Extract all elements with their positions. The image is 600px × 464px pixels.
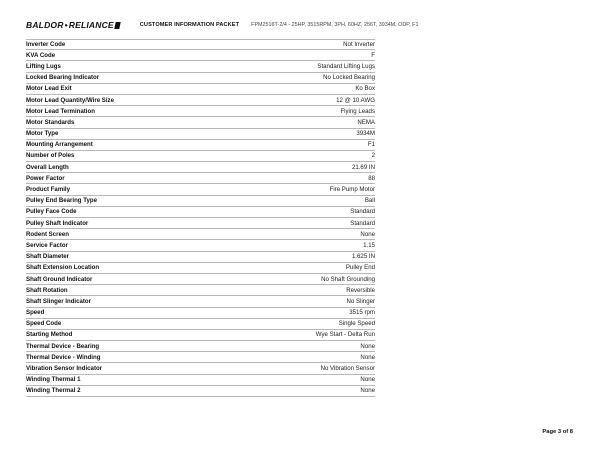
spec-row: [26, 117, 375, 128]
spec-value: Standard: [350, 208, 375, 216]
spec-label: Speed Code: [26, 320, 62, 328]
spec-row: [26, 330, 375, 341]
spec-row: [26, 252, 375, 263]
spec-label: Power Factor: [26, 174, 65, 182]
spec-label: Number of Poles: [26, 152, 75, 160]
spec-row: [26, 274, 375, 285]
spec-value: Ko Box: [355, 85, 375, 93]
baldor-reliance-logo: [26, 20, 120, 30]
spec-value: None: [360, 387, 375, 395]
spec-value: Standard: [350, 219, 375, 227]
logo-separator: •: [64, 20, 68, 30]
spec-row: [26, 308, 375, 319]
spec-row: [26, 196, 375, 207]
spec-label: KVA Code: [26, 51, 56, 59]
spec-row: [26, 50, 375, 61]
spec-value: 88: [368, 174, 375, 182]
spec-row: [26, 184, 375, 195]
spec-label: Shaft Ground Indicator: [26, 275, 93, 283]
spec-value: No Slinger: [346, 297, 375, 305]
spec-label: Thermal Device - Winding: [26, 353, 101, 361]
spec-value: Wye Start - Delta Run: [315, 331, 375, 339]
spec-value: 1.625 IN: [351, 253, 375, 261]
spec-row: [26, 263, 375, 274]
spec-row: [26, 39, 375, 50]
spec-label: Motor Standards: [26, 118, 75, 126]
spec-value: No Locked Bearing: [323, 74, 375, 82]
spec-value: F: [371, 51, 375, 59]
spec-value: Not Inverter: [343, 41, 375, 49]
spec-label: Inverter Code: [26, 41, 66, 49]
spec-row: [26, 296, 375, 307]
spec-label: Starting Method: [26, 331, 73, 339]
spec-label: Motor Lead Exit: [26, 85, 72, 93]
page-number: Page 3 of 8: [542, 429, 573, 435]
spec-value: Reversible: [346, 286, 375, 294]
spec-value: None: [360, 376, 375, 384]
specifications-table: [26, 39, 375, 397]
spec-label: Shaft Rotation: [26, 286, 68, 294]
spec-value: None: [360, 353, 375, 361]
spec-row: [26, 73, 375, 84]
spec-value: 3934M: [356, 130, 375, 138]
spec-label: Motor Lead Termination: [26, 107, 95, 115]
spec-label: Product Family: [26, 186, 71, 194]
spec-value: Single Speed: [338, 320, 375, 328]
spec-value: 1.15: [363, 241, 375, 249]
spec-label: Vibration Sensor Indicator: [26, 365, 103, 373]
spec-label: Shaft Extension Location: [26, 264, 100, 272]
spec-label: Rodent Screen: [26, 230, 70, 238]
spec-value: Fire Pump Motor: [329, 186, 375, 194]
spec-value: 3515 rpm: [349, 309, 375, 317]
spec-label: Thermal Device - Bearing: [26, 342, 100, 350]
model-description: FPM2516T-2/4 - 25HP, 3515RPM, 3PH, 60HZ, 256T, 3934M, ODP, F1: [251, 22, 419, 28]
spec-value: NEMA: [357, 118, 375, 126]
page-header: [26, 18, 590, 32]
spec-value: 21.69 IN: [351, 163, 375, 171]
spec-label: Service Factor: [26, 241, 69, 249]
spec-row: [26, 84, 375, 95]
spec-value: No Vibration Sensor: [320, 365, 375, 373]
spec-value: 12 @ 10 AWG: [336, 96, 375, 104]
spec-value: 2: [371, 152, 375, 160]
spec-value: No Shaft Grounding: [321, 275, 375, 283]
spec-row: [26, 207, 375, 218]
spec-row: [26, 173, 375, 184]
spec-value: F1: [367, 141, 375, 149]
spec-row: [26, 240, 375, 251]
packet-title: CUSTOMER INFORMATION PACKET: [139, 22, 240, 28]
reliance-mark-icon: [114, 22, 120, 29]
logo-baldor-text: BALDOR: [26, 20, 64, 30]
spec-row: [26, 61, 375, 72]
spec-row: [26, 95, 375, 106]
spec-row: [26, 352, 375, 363]
spec-row: [26, 129, 375, 140]
spec-value: None: [360, 342, 375, 350]
spec-row: [26, 285, 375, 296]
spec-label: Overall Length: [26, 163, 69, 171]
spec-value: Pulley End: [345, 264, 375, 272]
spec-label: Motor Lead Quantity/Wire Size: [26, 96, 114, 104]
spec-row: [26, 341, 375, 352]
spec-row: [26, 229, 375, 240]
spec-row: [26, 106, 375, 117]
spec-value: Ball: [364, 197, 375, 205]
spec-label: Pulley Face Code: [26, 208, 77, 216]
spec-label: Mounting Arrangement: [26, 141, 93, 149]
spec-row: [26, 375, 375, 386]
spec-label: Pulley Shaft Indicator: [26, 219, 89, 227]
spec-value: None: [360, 230, 375, 238]
spec-label: Winding Thermal 2: [26, 387, 81, 395]
spec-label: Lifting Lugs: [26, 62, 61, 70]
spec-label: Pulley End Bearing Type: [26, 197, 97, 205]
spec-label: Winding Thermal 1: [26, 376, 81, 384]
spec-row: [26, 151, 375, 162]
spec-label: Speed: [26, 309, 45, 317]
logo-reliance-text: RELIANCE: [68, 20, 114, 30]
spec-label: Shaft Slinger Indicator: [26, 297, 92, 305]
spec-label: Locked Bearing Indicator: [26, 74, 100, 82]
spec-row: [26, 319, 375, 330]
spec-row: [26, 218, 375, 229]
spec-row: [26, 386, 375, 397]
spec-row: [26, 162, 375, 173]
spec-row: [26, 140, 375, 151]
spec-value: Flying Leads: [340, 107, 375, 115]
spec-row: [26, 363, 375, 374]
spec-label: Motor Type: [26, 130, 59, 138]
spec-value: Standard Lifting Lugs: [317, 62, 375, 70]
spec-label: Shaft Diameter: [26, 253, 70, 261]
